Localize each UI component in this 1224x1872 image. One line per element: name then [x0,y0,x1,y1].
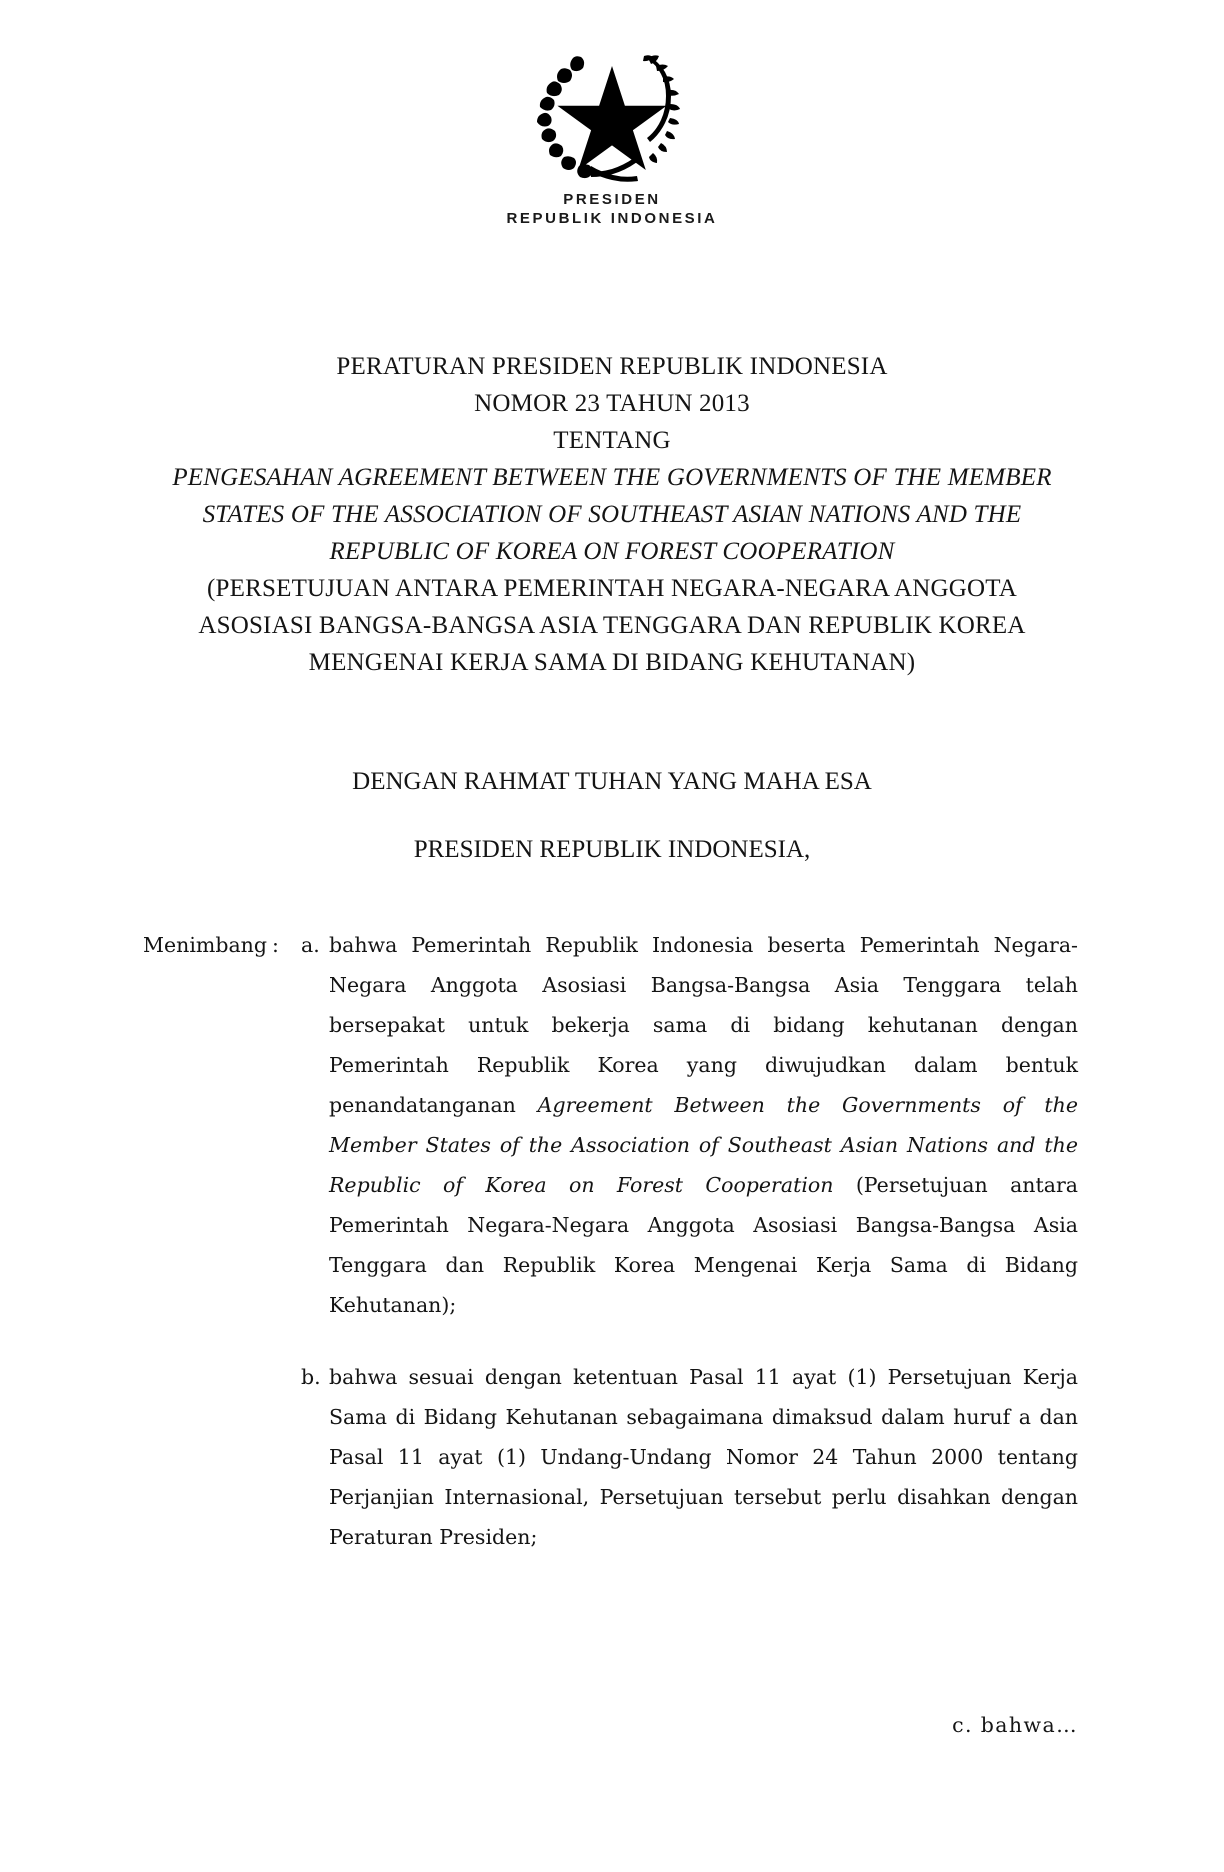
emblem-caption-line-2: REPUBLIK INDONESIA [506,210,718,227]
title-italic-line-3: REPUBLIC OF KOREA ON FOREST COOPERATION [329,538,895,565]
consideration-b-part1: bahwa sesuai dengan ketentuan Pasal 11 ayat (1) Persetujuan Kerja Sama di Bidang Kehutanan sebagaimana dimaksud dalam huruf a dan Pasal 11 ayat (1) Undang-Undang Nomor 24 Tahun 2000 tentang Perjanjian Internasional, Persetujuan tersebut perlu disahkan dengan Peraturan Presiden; [329,1365,1078,1549]
title-line-peraturan: PERATURAN PRESIDEN REPUBLIK INDONESIA [336,353,888,380]
considerations-colon: : [272,933,279,957]
consideration-a-part2: (Persetujuan antara Pemerintah Negara-Negara Anggota Asosiasi Bangsa-Bangsa Asia Tenggara dan Republik Korea Mengenai Kerja Sama di Bidang Kehutanan); [329,1173,1078,1317]
consideration-item-a [143,925,1078,1325]
considerations-label: Menimbang [143,933,267,957]
consideration-letter-b: b. [301,1365,321,1389]
emblem-caption-line-1: PRESIDEN [563,191,661,208]
consideration-letter-a: a. [301,933,320,957]
title-paren-line-3: MENGENAI KERJA SAMA DI BIDANG KEHUTANAN) [308,649,916,676]
title-paren-line-2: ASOSIASI BANGSA-BANGSA ASIA TENGGARA DAN REPUBLIK KOREA [198,612,1026,639]
consideration-a-italic-title: Agreement Between the Governments of the Member States of the Association of Southeast Asian Nations and the Republic of Korea on Forest Cooperation [329,1093,1078,1197]
emblem-block [0,36,1224,228]
emblem-caption [0,190,1224,228]
issuer-line: PRESIDEN REPUBLIK INDONESIA, [413,836,811,863]
title-line-nomor: NOMOR 23 TAHUN 2013 [474,390,750,417]
title-italic-line-1: PENGESAHAN AGREEMENT BETWEEN THE GOVERNMENTS OF THE MEMBER [172,464,1052,491]
considerations-block [143,925,1078,1557]
title-line-tentang: TENTANG [553,427,671,454]
invocation-line: DENGAN RAHMAT TUHAN YANG MAHA ESA [352,768,872,795]
consideration-item-b [143,1357,1078,1557]
document-title-block [112,348,1112,681]
title-paren-line-1: (PERSETUJUAN ANTARA PEMERINTAH NEGARA-NEGARA ANGGOTA [207,575,1017,602]
title-italic-line-2: STATES OF THE ASSOCIATION OF SOUTHEAST ASIAN NATIONS AND THE [202,501,1022,528]
continuation-note: c. bahwa… [952,1713,1078,1737]
consideration-text-b [329,1357,1078,1557]
indonesia-presidential-emblem-icon [525,36,699,182]
consideration-a-part1: bahwa Pemerintah Republik Indonesia beserta Pemerintah Negara-Negara Anggota Asosiasi Bangsa-Bangsa Asia Tenggara telah bersepakat untuk bekerja sama di bidang kehutanan dengan Pemerintah Republik Korea yang diwujudkan dalam bentuk penandatanganan [329,933,1078,1117]
consideration-text-a [329,925,1078,1325]
